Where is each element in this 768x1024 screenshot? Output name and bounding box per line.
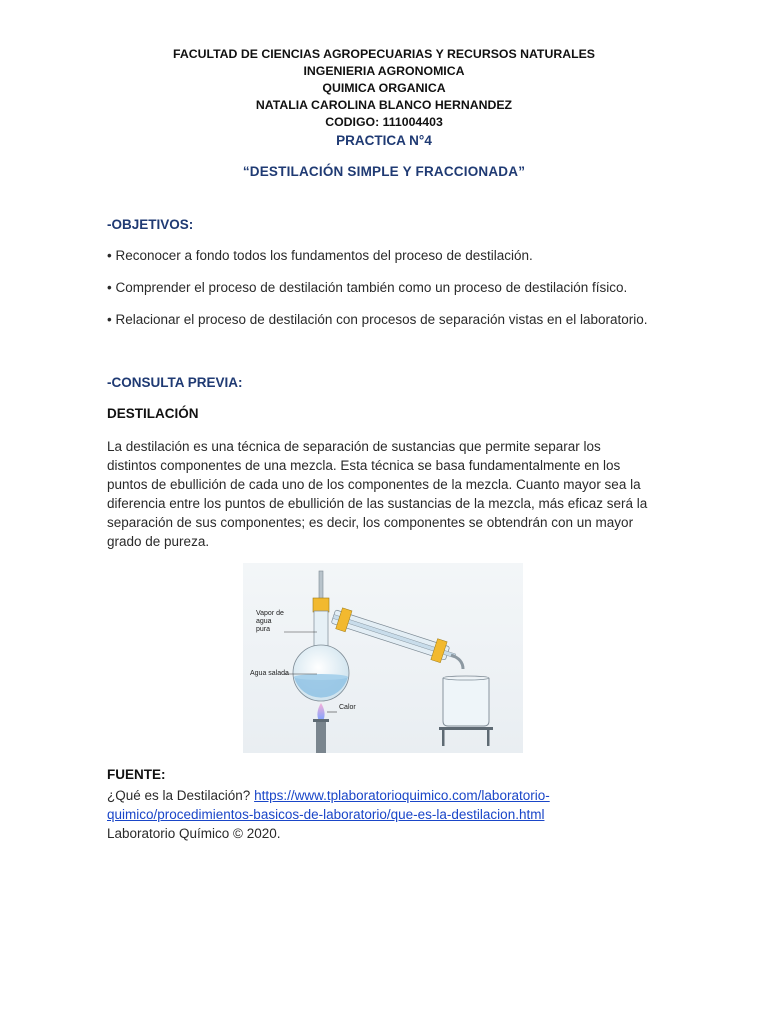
document-title: “DESTILACIÓN SIMPLE Y FRACCIONADA” — [242, 164, 526, 179]
program-title: INGENIERIA AGRONOMICA — [303, 64, 465, 78]
paragraph-line: La destilación es una técnica de separación de sustancias que permite separar los — [107, 439, 601, 454]
consulta-heading: -CONSULTA PREVIA: — [107, 375, 243, 390]
paragraph-line: distintos componentes de una mezcla. Esta técnica se basa fundamentalmente en los — [107, 458, 621, 473]
label-vapor-line3: pura — [256, 626, 271, 633]
destilacion-subheading: DESTILACIÓN — [107, 406, 199, 421]
label-vapor-line2: agua — [256, 618, 272, 625]
label-vapor-line1: Vapor de — [256, 610, 284, 617]
distillation-apparatus-illustration — [243, 563, 523, 753]
copyright-text: Laboratorio Químico © 2020. — [107, 826, 281, 841]
paragraph-line: separación de sus componentes; es decir, los componentes se obtendrán con un mayor — [107, 515, 634, 530]
fuente-heading: FUENTE: — [107, 767, 166, 782]
paragraph-line: puntos de ebullición de cada uno de los componentes de la mezcla. Cuanto mayor sea la — [107, 477, 641, 492]
label-agua-salada: Agua salada — [250, 670, 289, 677]
destilacion-paragraph — [107, 437, 667, 551]
reference-link-part1[interactable]: https://www.tplaboratorioquimico.com/laboratorio- — [254, 788, 550, 803]
fuente-reference — [107, 786, 550, 843]
student-name: NATALIA CAROLINA BLANCO HERNANDEZ — [255, 98, 513, 112]
objective-item: • Comprender el proceso de destilación también como un proceso de destilación físico. — [107, 280, 628, 295]
course-title: QUIMICA ORGANICA — [322, 81, 446, 95]
faculty-title: FACULTAD DE CIENCIAS AGROPECUARIAS Y RECURSOS NATURALES — [173, 47, 595, 61]
objective-item: • Relacionar el proceso de destilación con procesos de separación vistas en el laboratorio. — [107, 312, 648, 327]
reference-link-part2[interactable]: quimico/procedimientos-basicos-de-laboratorio/que-es-la-destilacion.html — [107, 807, 545, 822]
paragraph-line: diferencia entre los puntos de ebullición de las sustancias de la mezcla, más eficaz será la — [107, 496, 648, 511]
student-code: CODIGO: 111004403 — [325, 115, 443, 129]
reference-prefix: ¿Qué es la Destilación? — [107, 788, 255, 803]
objective-item: • Reconocer a fondo todos los fundamentos del proceso de destilación. — [107, 248, 533, 263]
paragraph-line: grado de pureza. — [107, 534, 210, 549]
label-calor: Calor — [339, 704, 356, 711]
objectives-heading: -OBJETIVOS: — [107, 217, 194, 232]
distillation-figure — [243, 563, 523, 753]
practice-number: PRACTICA N°4 — [336, 133, 432, 148]
